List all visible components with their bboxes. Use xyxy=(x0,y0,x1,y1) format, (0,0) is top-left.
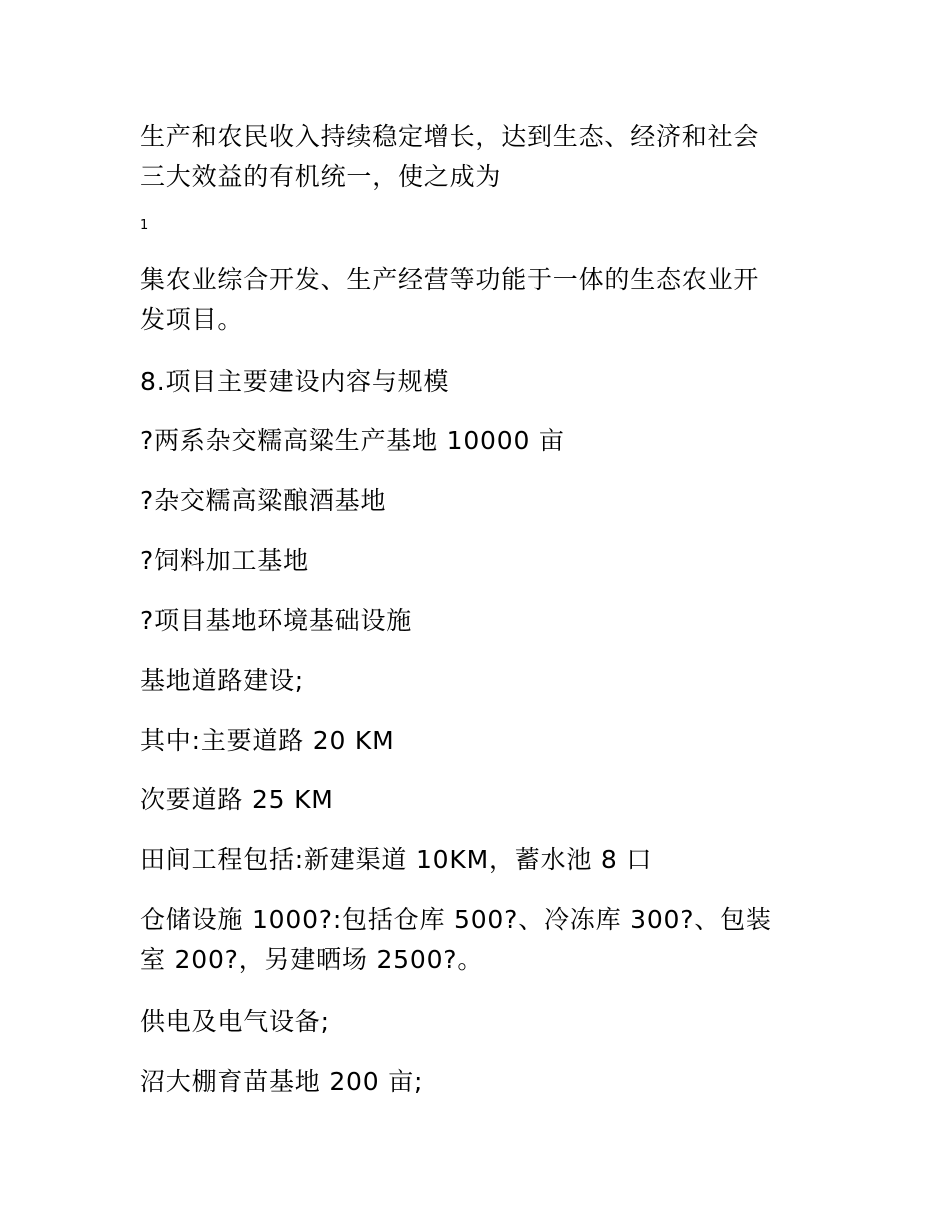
text-line: 次要道路 25 KM xyxy=(140,785,334,814)
text-line: 田间工程包括:新建渠道 10KM，蓄水池 8 口 xyxy=(140,845,653,874)
text-line: 三大效益的有机统一，使之成为 xyxy=(140,162,502,191)
section-heading: 8.项目主要建设内容与规模 xyxy=(140,367,450,396)
text-line: 供电及电气设备; xyxy=(140,1007,330,1036)
page-number: 1 xyxy=(140,218,149,233)
list-item: ?两系杂交糯高粱生产基地 10000 亩 xyxy=(140,426,565,455)
list-item: ?杂交糯高粱酿酒基地 xyxy=(140,486,387,515)
text-line: 沼大棚育苗基地 200 亩; xyxy=(140,1067,424,1096)
text-line: 发项目。 xyxy=(140,305,244,334)
text-line: 基地道路建设; xyxy=(140,666,305,695)
text-line: 集农业综合开发、生产经营等功能于一体的生态农业开 xyxy=(140,265,760,294)
text-line: 室 200?，另建晒场 2500?。 xyxy=(140,945,484,974)
text-line: 仓储设施 1000?:包括仓库 500?、冷冻库 300?、包装 xyxy=(140,905,772,934)
list-item: ?项目基地环境基础设施 xyxy=(140,606,413,635)
paragraph-storage xyxy=(140,900,820,980)
paragraph-conclusion xyxy=(140,117,820,197)
text-line: 其中:主要道路 20 KM xyxy=(140,726,395,755)
paragraph-project-purpose xyxy=(140,260,820,340)
list-item: ?饲料加工基地 xyxy=(140,546,309,575)
text-line: 生产和农民收入持续稳定增长，达到生态、经济和社会 xyxy=(140,122,760,151)
